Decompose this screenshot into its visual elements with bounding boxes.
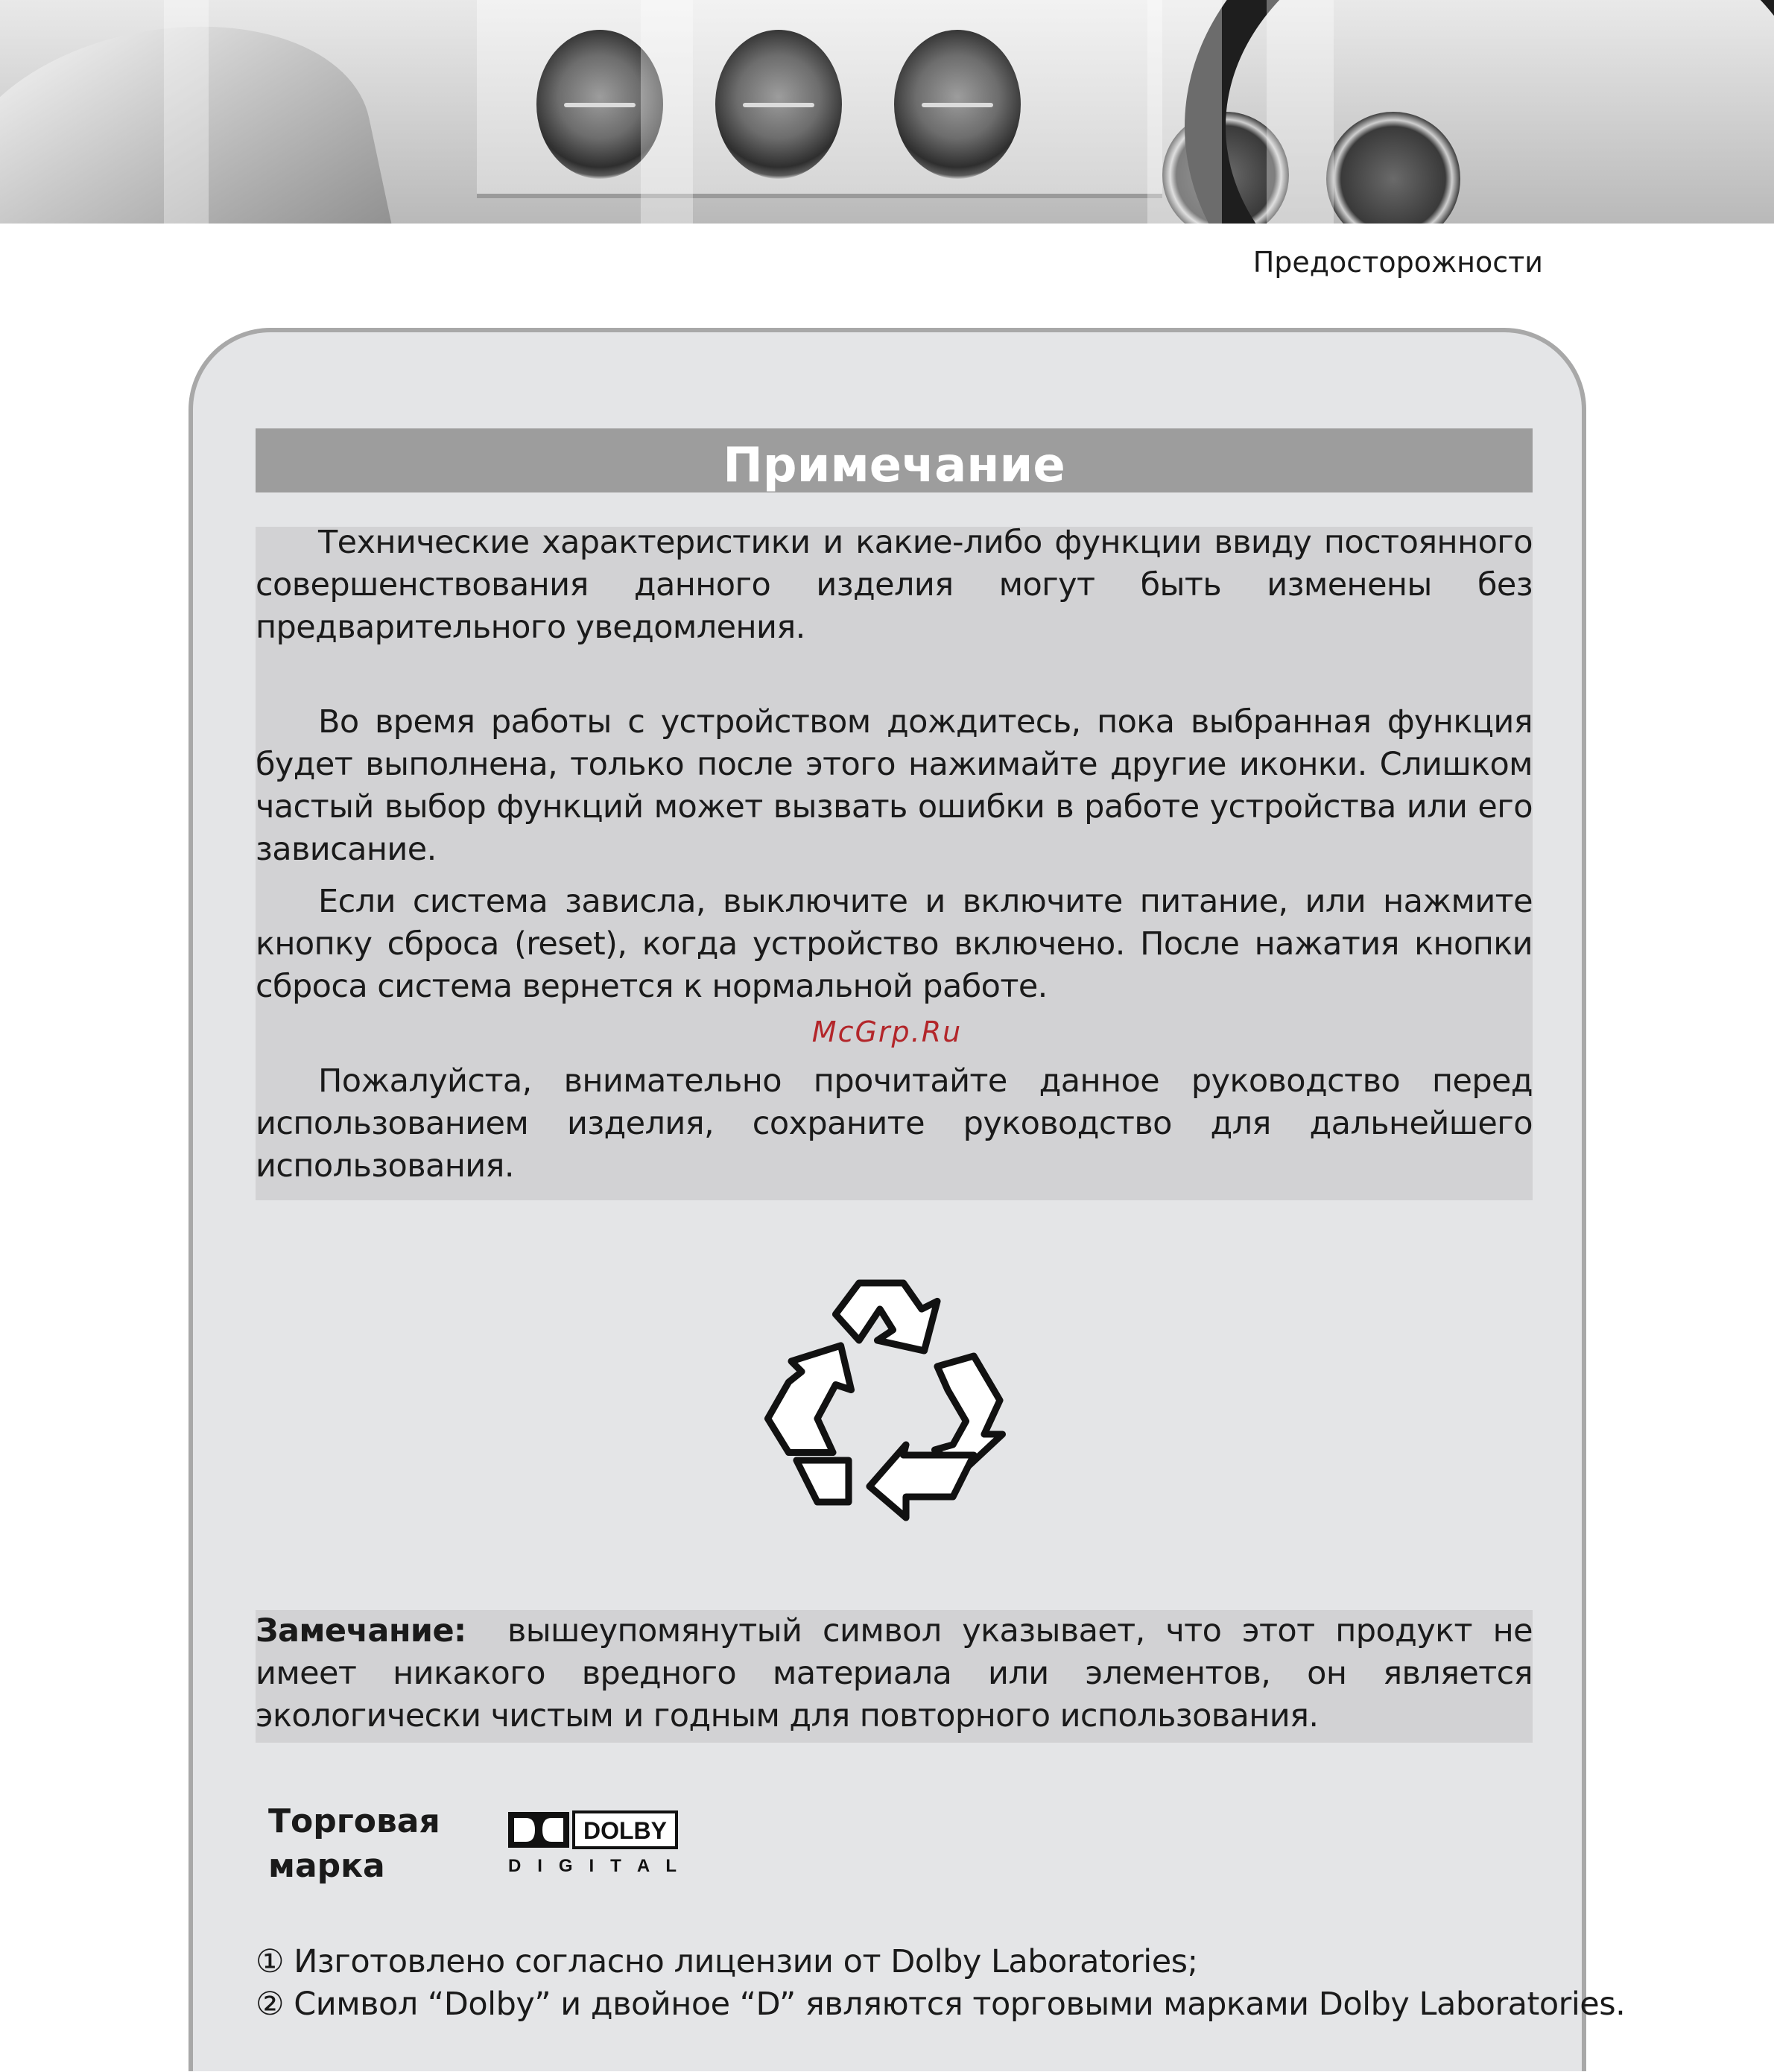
- note-paragraph-1: Технические характеристики и какие-либо функции ввиду постоянного совершенствования данного изделия могут быть изменены без предварительного уведомления.: [256, 524, 1533, 646]
- banner-stripe: [641, 0, 693, 224]
- note-title: Примечание: [256, 428, 1533, 492]
- watermark: McGrp.Ru: [811, 1016, 963, 1048]
- dolby-digital-logo: [507, 1809, 678, 1876]
- banner-knob-middle: [715, 30, 842, 179]
- recycle-icon: [760, 1278, 1021, 1539]
- banner-stripe: [164, 0, 209, 224]
- banner-stripe: [1267, 0, 1334, 224]
- footnote-1: ① Изготовлено согласно лицензии от Dolby Laboratories;: [256, 1943, 1198, 1980]
- banner-knob-right: [894, 30, 1021, 179]
- footnote-2: ② Символ “Dolby” и двойное “D” являются торговыми марками Dolby Laboratories.: [256, 1986, 1626, 2023]
- note-paragraph-3: Если система зависла, выключите и включите питание, или нажмите кнопку сброса (reset), когда устройство включено. После нажатия кнопки сброса система вернется к нормальной работе.: [256, 883, 1533, 1005]
- trademark-label-line2: марка: [268, 1847, 385, 1885]
- trademark-label: [268, 1799, 440, 1889]
- dolby-logo-word: DOLBY: [583, 1817, 667, 1844]
- header-banner: [0, 0, 1774, 224]
- remark-label: Замечание:: [256, 1612, 466, 1650]
- dolby-logo-sub: D I G I T A L: [508, 1856, 677, 1876]
- banner-stripe: [1147, 0, 1222, 224]
- note-paragraph-2: Во время работы с устройством дождитесь, пока выбранная функция будет выполнена, только после этого нажимайте другие иконки. Слишком частый выбор функций может вызвать ошибки в работе устройства или его зависание.: [256, 703, 1533, 868]
- note-paragraph-4: Пожалуйста, внимательно прочитайте данное руководство перед использованием изделия, сохраните руководство для дальнейшего использования.: [256, 1062, 1533, 1185]
- remark-text: вышеупомянутый символ указывает, что этот продукт не имеет никакого вредного материала или элементов, он является экологически чистым и годным для повторного использования.: [256, 1612, 1533, 1734]
- running-header: Предосторожности: [1252, 246, 1543, 279]
- remark-paragraph: [256, 1610, 1533, 1737]
- trademark-label-line1: Торговая: [268, 1802, 440, 1840]
